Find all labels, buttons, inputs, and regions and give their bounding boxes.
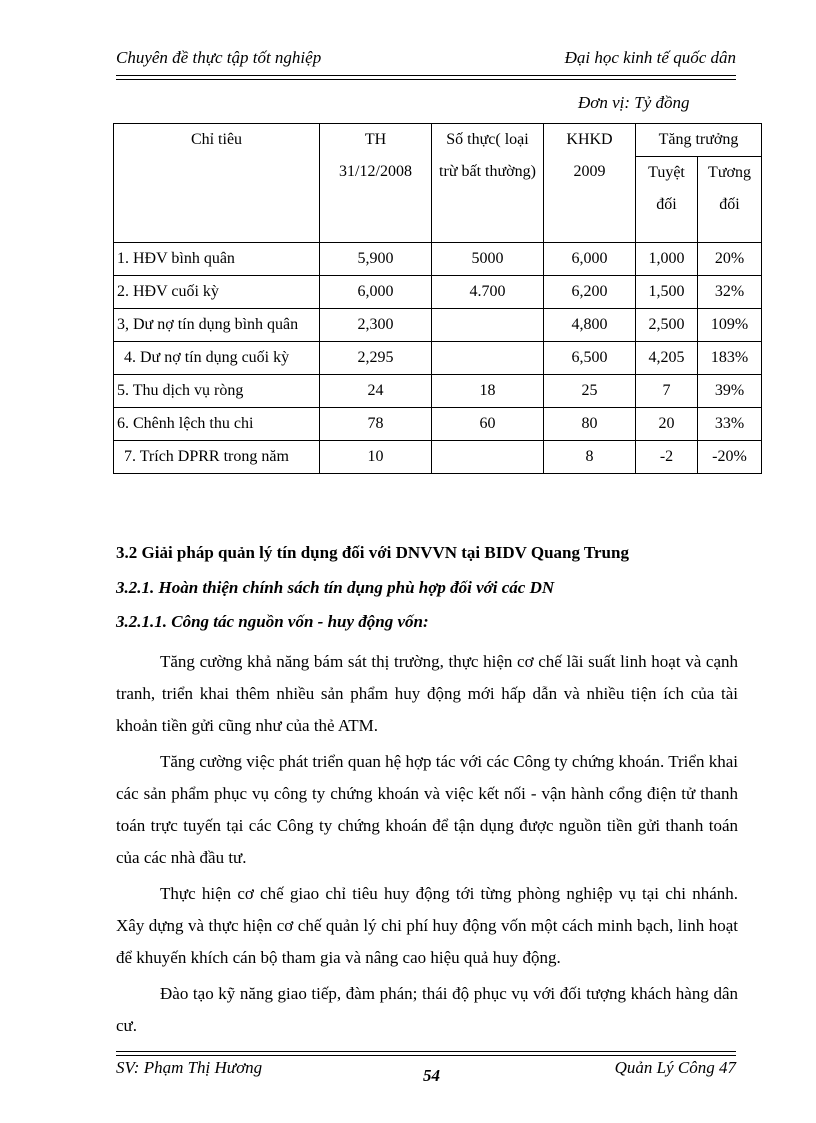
header-tang-truong: Tăng trưởng bbox=[636, 124, 762, 157]
section-heading: 3.2 Giải pháp quản lý tín dụng đối với DNVVN tại BIDV Quang Trung bbox=[116, 543, 629, 562]
paragraph: Đào tạo kỹ năng giao tiếp, đàm phán; thái độ phục vụ với đối tượng khách hàng dân cư. bbox=[116, 984, 738, 1035]
header-tuyet-doi: Tuyệt đối bbox=[636, 157, 698, 243]
data-table bbox=[113, 123, 762, 474]
footer-rule bbox=[116, 1051, 736, 1056]
table-row: 2. HĐV cuối kỳ 6,000 4.700 6,200 1,500 32% bbox=[114, 276, 762, 309]
header-th: TH 31/12/2008 bbox=[320, 124, 432, 243]
unit-label: Đơn vị: Tỷ đồng bbox=[578, 93, 690, 112]
table-row: 6. Chênh lệch thu chi 78 60 80 20 33% bbox=[114, 408, 762, 441]
page-number: 54 bbox=[423, 1066, 440, 1085]
table-row: 7. Trích DPRR trong năm 10 8 -2 -20% bbox=[114, 441, 762, 474]
paragraph: Tăng cường khả năng bám sát thị trường, thực hiện cơ chế lãi suất linh hoạt và cạnh tranh, triển khai thêm nhiều sản phẩm huy động mới hấp dẫn và nhiều tiện ích của tài khoản tiền gửi cũng như của thẻ ATM. bbox=[116, 652, 738, 735]
header-chi-tieu: Chỉ tiêu bbox=[114, 124, 320, 243]
subsection-heading: 3.2.1. Hoàn thiện chính sách tín dụng phù hợp đối với các DN bbox=[116, 578, 555, 597]
header-khkd: KHKD 2009 bbox=[544, 124, 636, 243]
table-row: 1. HĐV bình quân 5,900 5000 6,000 1,000 20% bbox=[114, 243, 762, 276]
footer-class: Quản Lý Công 47 bbox=[614, 1058, 736, 1077]
subsubsection-heading: 3.2.1.1. Công tác nguồn vốn - huy động vốn: bbox=[116, 612, 429, 631]
header-left: Chuyên đề thực tập tốt nghiệp bbox=[116, 48, 322, 67]
table-row: 5. Thu dịch vụ ròng 24 18 25 7 39% bbox=[114, 375, 762, 408]
page-header bbox=[116, 48, 736, 74]
paragraph: Tăng cường việc phát triển quan hệ hợp tác với các Công ty chứng khoán. Triển khai các sản phẩm phục vụ công ty chứng khoán và việc kết nối - vận hành cổng điện tử thanh toán trực tuyến tại các Công ty chứng khoán để tận dụng được nguồn tiền gửi thanh toán của các nhà đầu tư. bbox=[116, 752, 738, 867]
header-rule bbox=[116, 75, 736, 80]
header-so-thuc: Số thực( loại trừ bất thường) bbox=[432, 124, 544, 243]
footer-student: SV: Phạm Thị Hương bbox=[116, 1058, 263, 1077]
header-right: Đại học kinh tế quốc dân bbox=[564, 48, 736, 67]
table-row: 3, Dư nợ tín dụng bình quân 2,300 4,800 2,500 109% bbox=[114, 309, 762, 342]
paragraph: Thực hiện cơ chế giao chỉ tiêu huy động tới từng phòng nghiệp vụ tại chi nhánh. Xây dựng và thực hiện cơ chế quản lý chi phí huy động vốn một cách minh bạch, linh hoạt để khuyến khích cán bộ tham gia và nâng cao hiệu quả huy động. bbox=[116, 884, 738, 967]
header-tuong-doi: Tương đối bbox=[698, 157, 762, 243]
table-row: 4. Dư nợ tín dụng cuối kỳ 2,295 6,500 4,205 183% bbox=[114, 342, 762, 375]
